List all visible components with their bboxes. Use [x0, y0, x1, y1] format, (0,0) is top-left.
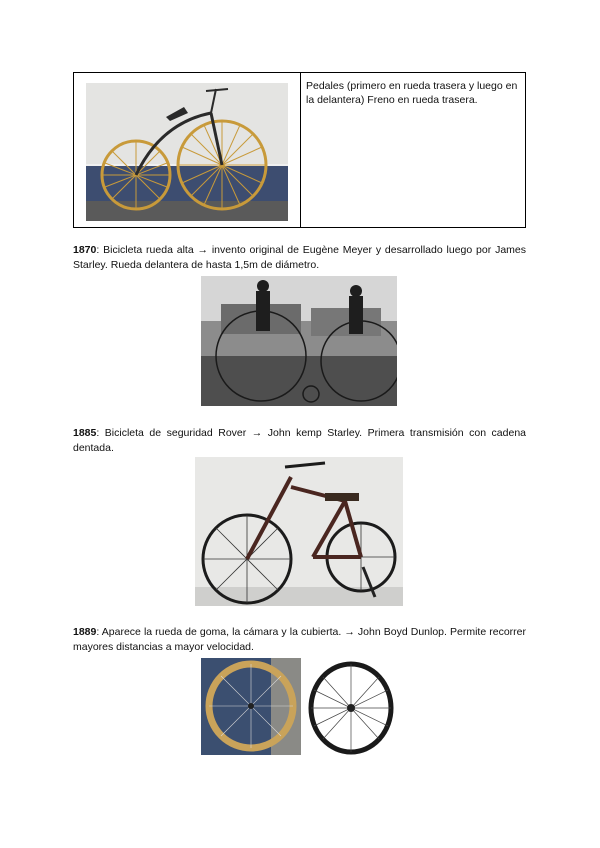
- section-1870-text: [73, 243, 526, 273]
- section-1885-text: [73, 426, 526, 456]
- section-1889-text: [73, 625, 526, 655]
- section-1889-description: : Aparece la rueda de goma, la cámara y la cubierta. → John Boyd Dunlop. Permite recorrer mayores distancias a mayor velocidad.: [73, 626, 526, 653]
- velocipede-table: [73, 72, 526, 228]
- year-1870: 1870: [73, 244, 97, 256]
- table-text-cell: Pedales (primero en rueda trasera y luego en la delantera) Freno en rueda trasera.: [306, 80, 518, 106]
- table-image-cell: [74, 73, 301, 227]
- velocipede-photo: [86, 83, 288, 221]
- year-1889: 1889: [73, 626, 97, 638]
- rover-safety-bicycle-photo: [195, 457, 403, 606]
- rubber-tire-wheel-photo-right: [304, 658, 399, 755]
- high-wheel-bicycle-photo: [201, 276, 397, 406]
- section-1885-description: : Bicicleta de seguridad Rover → John kemp Starley. Primera transmisión con cadena dentada.: [73, 427, 526, 454]
- section-1870-description: : Bicicleta rueda alta → invento original de Eugène Meyer y desarrollado luego por James Starley. Rueda delantera de hasta 1,5m de diámetro.: [73, 244, 526, 271]
- rubber-tire-wheel-photo-left: [201, 658, 301, 755]
- year-1885: 1885: [73, 427, 97, 439]
